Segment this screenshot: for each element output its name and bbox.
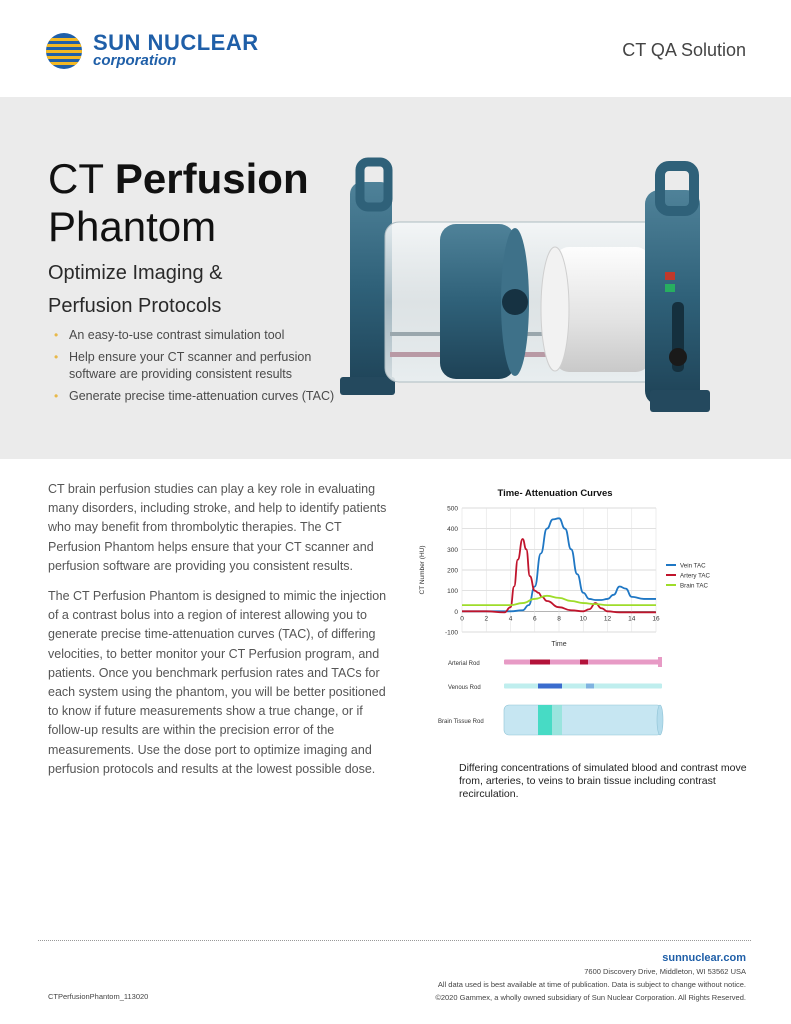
x-axis-label: Time — [551, 641, 567, 648]
x-tick-labels — [460, 615, 660, 622]
bullet-icon: • — [54, 328, 59, 342]
x-tick-label: 12 — [603, 615, 612, 623]
chart-caption: Differing concentrations of simulated blood and contrast move from, arteries, to veins to brain tissue including contrast recirculation. — [459, 762, 747, 800]
feature-item — [52, 349, 352, 383]
bullet-icon: • — [54, 389, 59, 403]
hero-banner — [0, 97, 791, 459]
footer-disclaimer: All data used is best available at time of publication. Data is subject to change without notice. — [437, 980, 746, 989]
rod-end-cap — [658, 657, 662, 667]
rod-contrast-band — [538, 684, 562, 689]
rod-label: Arterial Rod — [448, 661, 480, 667]
body-paragraph: The CT Perfusion Phantom is designed to mimic the injection of a contrast bolus into a region of interest allowing you to generate precise time-attenuation curves (TAC), of differing velocities, to better monitor your CT Perfusion program, and patients. Once you benchmark perfusion rates and TACs for each system using the phantom, you will be better positioned to know if future measurements show a true change, or if follow-up results are within the precision error of the measurements. Use the dose port to optimize imaging and perfusion protocols and results at the lowest possible dose. — [48, 589, 387, 776]
title-line2: Phantom — [48, 203, 217, 250]
y-tick-label: 100 — [447, 588, 458, 596]
rod-contrast-band — [586, 684, 594, 689]
legend-entry: Artery TAC — [680, 572, 711, 580]
rod-contrast-band — [580, 660, 588, 665]
rod-end-cap — [657, 705, 663, 735]
footer-copyright: ©2020 Gammex, a wholly owned subsidiary of Sun Nuclear Corporation. All Rights Reserved. — [435, 993, 746, 1002]
logo-wordmark: SUN NUCLEAR — [93, 30, 259, 55]
phantom-product-image — [330, 152, 735, 437]
rod-contrast-band — [530, 660, 550, 665]
footer-divider — [38, 940, 751, 941]
y-tick-label: 200 — [447, 567, 458, 575]
chart-grid — [462, 508, 656, 632]
x-tick-label: 4 — [508, 615, 513, 623]
subtitle-line1: Optimize Imaging & — [48, 262, 223, 284]
body-copy — [48, 480, 388, 790]
footer-address: 7600 Discovery Drive, Middleton, WI 53562 USA — [584, 967, 746, 976]
body-paragraph: CT brain perfusion studies can play a key role in evaluating many disorders, including stroke, and help to identify patients who may benefit from thrombolytic therapies. The CT Perfusion Phantom helps ensure that your CT scanner and perfusion software are providing you consistent results. — [48, 482, 387, 573]
y-tick-label: -100 — [444, 629, 458, 637]
rod-bar — [504, 705, 662, 735]
feature-text: Generate precise time-attenuation curves (TAC) — [69, 389, 335, 403]
x-tick-label: 2 — [484, 615, 489, 623]
legend-entry: Vein TAC — [680, 562, 706, 570]
x-tick-label: 0 — [460, 615, 464, 623]
rod-label: Venous Rod — [448, 685, 481, 691]
x-tick-label: 14 — [628, 615, 636, 623]
hero-subtitle — [48, 257, 223, 323]
y-tick-label: 500 — [447, 505, 458, 513]
y-tick-label: 0 — [454, 608, 458, 616]
legend-entry: Brain TAC — [680, 582, 708, 590]
rod-contrast-band — [538, 705, 552, 735]
tac-chart — [400, 480, 760, 760]
rod-contrast-band — [552, 705, 562, 735]
x-tick-label: 6 — [532, 615, 537, 623]
sun-logo-icon — [45, 32, 83, 70]
y-tick-label: 300 — [447, 546, 458, 554]
document-code: CTPerfusionPhantom_113020 — [48, 992, 149, 1001]
chart-legend — [666, 562, 711, 589]
bullet-icon: • — [54, 350, 59, 364]
header-tagline: CT QA Solution — [622, 40, 746, 60]
y-tick-label: 400 — [447, 526, 458, 534]
logo-subtext: corporation — [93, 52, 177, 69]
feature-item — [52, 327, 352, 344]
footer-website-link[interactable]: sunnuclear.com — [662, 952, 746, 964]
feature-list — [52, 327, 352, 410]
y-tick-labels — [445, 506, 458, 637]
feature-text: An easy-to-use contrast simulation tool — [69, 328, 285, 342]
chart-title: Time- Attenuation Curves — [497, 488, 613, 499]
rod-bar — [504, 684, 662, 689]
x-tick-label: 8 — [557, 615, 561, 623]
subtitle-line2: Perfusion Protocols — [48, 295, 222, 317]
rod-diagram — [438, 657, 663, 735]
x-tick-label: 10 — [579, 615, 587, 623]
title-light: CT — [48, 155, 115, 202]
page-title — [48, 155, 309, 251]
x-tick-label: 16 — [652, 615, 660, 623]
rod-label: Brain Tissue Rod — [438, 719, 484, 725]
y-axis-label: CT Number (HU) — [419, 545, 426, 595]
feature-item — [52, 388, 352, 405]
company-logo — [45, 30, 259, 72]
title-bold: Perfusion — [114, 155, 309, 202]
feature-text: Help ensure your CT scanner and perfusion software are providing consistent results — [69, 350, 312, 381]
